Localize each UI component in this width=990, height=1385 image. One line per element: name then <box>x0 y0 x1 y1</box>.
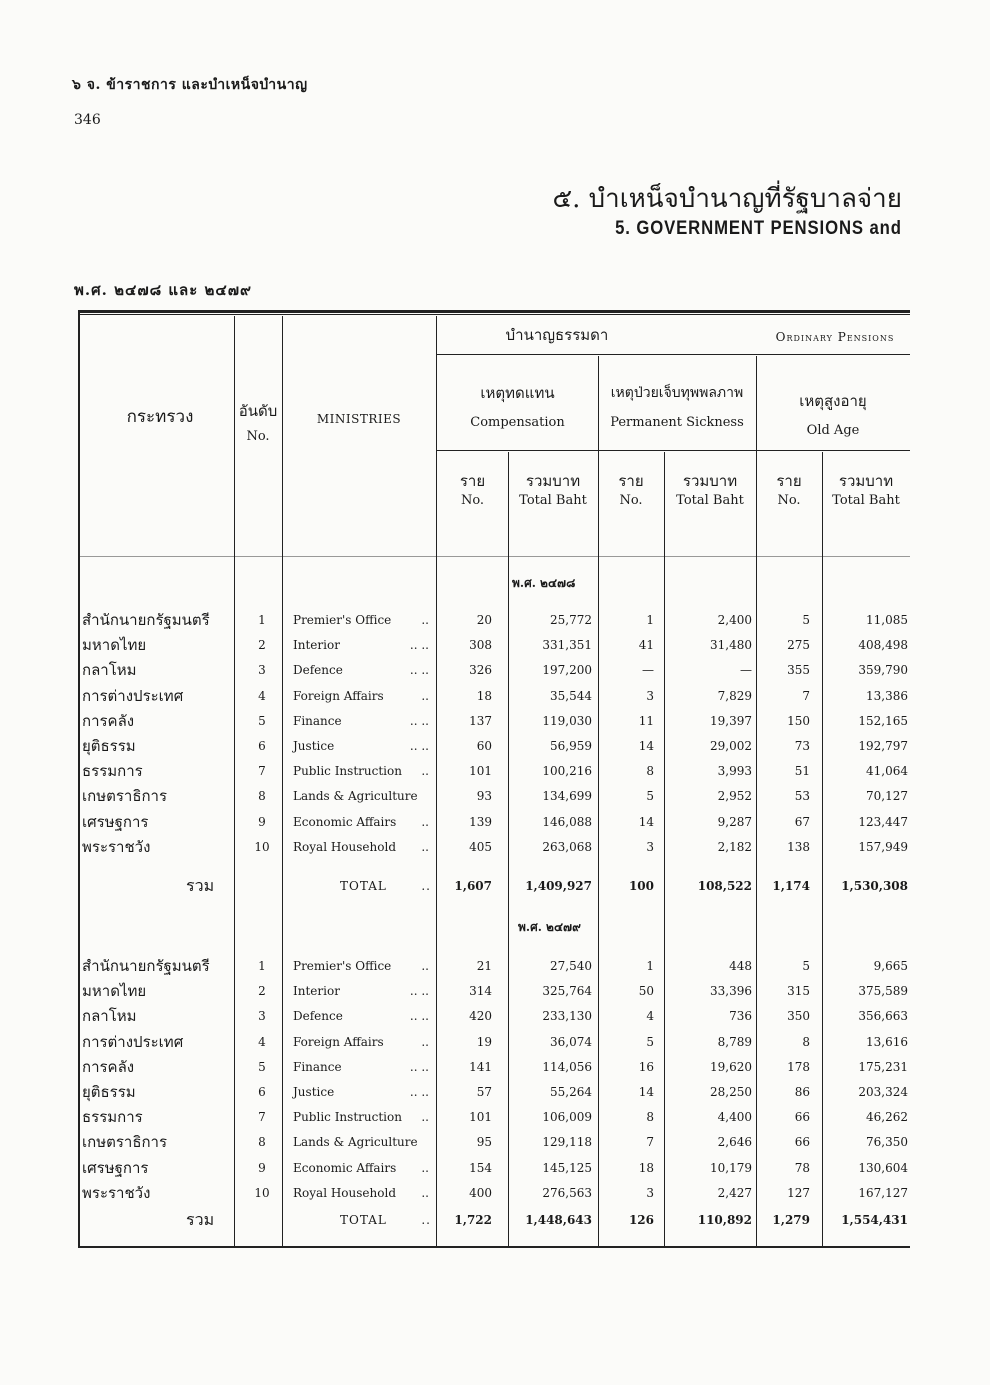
header-sick-no-en: No. <box>619 493 643 508</box>
ministry-en <box>293 711 433 731</box>
total-ministry-en <box>340 1210 435 1230</box>
sickness-baht: 10,179 <box>710 1160 752 1175</box>
ministry-en <box>293 1158 433 1178</box>
oldage-count: 315 <box>787 984 810 999</box>
compensation-count: 93 <box>476 789 492 804</box>
total-compensation-baht: 1,448,643 <box>525 1213 592 1227</box>
header-old-no-thai: ราย <box>776 472 802 490</box>
sickness-count: 14 <box>638 739 654 753</box>
compensation-baht: 129,118 <box>542 1135 592 1150</box>
sickness-count: 3 <box>646 839 654 854</box>
leader-dots: .. <box>421 814 429 829</box>
ministry-thai: พระราชวัง <box>82 837 151 856</box>
ministry-en <box>293 812 433 832</box>
sickness-baht: 448 <box>729 959 752 973</box>
oldage-count: 78 <box>794 1160 810 1175</box>
ministry-thai: การคลัง <box>82 711 135 730</box>
oldage-baht: 41,064 <box>866 764 908 779</box>
ministry-en <box>293 1107 433 1127</box>
oldage-count: 86 <box>794 1085 810 1099</box>
ministry-en <box>293 686 433 706</box>
table-row <box>0 1032 990 1057</box>
oldage-count: 138 <box>787 839 810 854</box>
ministry-name-en: Justice <box>293 1085 335 1099</box>
header-comp-no-thai: ราย <box>459 472 486 490</box>
compensation-baht: 106,009 <box>542 1110 592 1125</box>
oldage-baht: 11,085 <box>866 613 908 627</box>
oldage-baht: 76,350 <box>866 1135 908 1150</box>
ministry-name-en: Royal Household <box>293 839 396 854</box>
order-number: 1 <box>258 613 266 627</box>
compensation-count: 141 <box>469 1059 492 1074</box>
ministry-name-en: Interior <box>293 638 340 653</box>
compensation-count: 420 <box>469 1009 492 1024</box>
compensation-count: 154 <box>469 1160 492 1175</box>
total-ministry-thai: รวม <box>186 876 215 895</box>
sickness-count: 1 <box>646 613 654 627</box>
ministry-name-en: Lands & Agriculture <box>293 1135 418 1150</box>
total-oldage-baht: 1,530,308 <box>841 879 908 893</box>
oldage-count: 350 <box>787 1009 810 1024</box>
table-total-row <box>0 876 990 901</box>
header-ordinary-thai: บำนาญธรรมดา <box>505 326 609 344</box>
compensation-baht: 114,056 <box>542 1059 592 1074</box>
header-bottom-rule <box>80 556 910 557</box>
sickness-count: 8 <box>646 1110 654 1125</box>
ministry-thai: ยุติธรรม <box>82 1083 136 1101</box>
sickness-count: 4 <box>646 1009 654 1024</box>
table-total-row <box>0 1210 990 1235</box>
table-row <box>0 1132 990 1157</box>
ministry-thai: พระราชวัง <box>82 1183 151 1202</box>
total-label-en: TOTAL <box>340 1213 387 1227</box>
ministry-thai: กลาโหม <box>82 661 137 680</box>
ministry-en <box>293 1082 433 1102</box>
sickness-count: 3 <box>646 688 654 703</box>
ministry-thai: การต่างประเทศ <box>82 1032 184 1051</box>
order-number: 5 <box>258 713 266 728</box>
ministry-thai: ธรรมการ <box>82 762 143 781</box>
ministry-name-en: Foreign Affairs <box>293 688 384 703</box>
total-compensation-baht: 1,409,927 <box>525 879 592 893</box>
ministry-name-en: Defence <box>293 1009 343 1024</box>
sickness-count: 50 <box>638 984 654 999</box>
oldage-count: 8 <box>802 1034 810 1049</box>
oldage-baht: 123,447 <box>858 814 908 829</box>
oldage-baht: 408,498 <box>858 638 908 653</box>
oldage-baht: 203,324 <box>858 1085 908 1099</box>
section-year-label: พ.ศ. ๒๔๗๙ <box>518 920 581 934</box>
sickness-baht: 2,427 <box>717 1185 752 1200</box>
ministry-thai: เศรษฐการ <box>82 812 149 831</box>
compensation-count: 57 <box>476 1085 492 1099</box>
table-row <box>0 610 990 635</box>
compensation-baht: 146,088 <box>542 814 592 829</box>
compensation-count: 101 <box>469 764 492 779</box>
order-number: 9 <box>258 814 266 829</box>
oldage-baht: 192,797 <box>858 739 908 753</box>
header-ministry-thai: กระทรวง <box>126 407 194 427</box>
header-comp-baht-en: Total Baht <box>519 493 587 508</box>
ministry-en <box>293 660 433 680</box>
compensation-baht: 233,130 <box>542 1009 592 1024</box>
sickness-baht: 736 <box>729 1009 752 1024</box>
compensation-baht: 119,030 <box>542 713 592 728</box>
ministry-thai: มหาดไทย <box>82 636 147 655</box>
header-old-baht-en: Total Baht <box>832 493 900 508</box>
sickness-baht: 3,993 <box>717 764 752 779</box>
ministry-name-en: Royal Household <box>293 1185 396 1200</box>
total-ministry-thai: รวม <box>186 1210 215 1229</box>
total-label-en: TOTAL <box>340 879 387 893</box>
table-row <box>0 635 990 660</box>
compensation-count: 20 <box>476 613 492 627</box>
header-ministries-en: MINISTRIES <box>316 412 402 426</box>
ministry-en <box>293 1183 433 1203</box>
sickness-baht: 4,400 <box>717 1110 752 1125</box>
oldage-count: 67 <box>794 814 810 829</box>
sickness-baht: 2,400 <box>717 613 752 627</box>
ministry-name-en: Economic Affairs <box>293 1160 397 1175</box>
table-row <box>0 761 990 786</box>
oldage-count: 5 <box>802 613 810 627</box>
total-sickness-count: 100 <box>628 879 654 893</box>
ministry-thai: ธรรมการ <box>82 1108 143 1127</box>
section-heading-thai: ๖ จ. ข้าราชการ และบำเหน็จบำนาญ <box>72 77 308 93</box>
compensation-baht: 197,200 <box>542 663 592 678</box>
compensation-baht: 331,351 <box>542 638 592 653</box>
sickness-count: 41 <box>638 638 654 653</box>
leader-dots: .. <box>421 1213 431 1227</box>
ministry-en <box>293 1032 433 1052</box>
oldage-count: 5 <box>802 959 810 973</box>
ministry-en <box>293 610 433 630</box>
sickness-baht: 9,287 <box>717 814 752 829</box>
compensation-baht: 134,699 <box>542 789 592 804</box>
ministry-name-en: Lands & Agriculture <box>293 789 418 804</box>
ministry-en <box>293 837 433 857</box>
oldage-count: 7 <box>802 688 810 703</box>
oldage-baht: 175,231 <box>858 1059 908 1074</box>
oldage-baht: 46,262 <box>866 1110 908 1125</box>
table-row <box>0 711 990 736</box>
compensation-baht: 263,068 <box>542 839 592 854</box>
header-compensation-thai: เหตุทดแทน <box>480 384 555 402</box>
sickness-baht: 29,002 <box>710 739 752 753</box>
order-number: 3 <box>258 1009 266 1024</box>
header-oldage-thai: เหตุสูงอายุ <box>799 392 867 410</box>
compensation-count: 405 <box>469 839 492 854</box>
order-number: 7 <box>258 764 266 779</box>
leader-dots: .. .. <box>409 1059 429 1074</box>
ministry-en <box>293 786 433 806</box>
ministry-thai: การต่างประเทศ <box>82 686 184 705</box>
ministry-thai: กลาโหม <box>82 1007 137 1026</box>
total-sickness-baht: 108,522 <box>697 879 752 893</box>
total-oldage-count: 1,279 <box>772 1213 810 1227</box>
table-top-rule <box>78 310 910 313</box>
ministry-thai: การคลัง <box>82 1057 135 1076</box>
ministry-en <box>293 736 433 756</box>
total-oldage-count: 1,174 <box>772 879 810 893</box>
compensation-baht: 36,074 <box>550 1034 592 1049</box>
total-oldage-baht: 1,554,431 <box>841 1213 908 1227</box>
ministry-name-en: Interior <box>293 984 340 999</box>
compensation-count: 137 <box>469 713 492 728</box>
table-row <box>0 660 990 685</box>
ministry-thai: ยุติธรรม <box>82 737 136 755</box>
sickness-baht: 7,829 <box>717 688 752 703</box>
table-row <box>0 1183 990 1208</box>
page-title-english: 5. GOVERNMENT PENSIONS and <box>615 218 902 239</box>
order-number: 10 <box>254 839 270 854</box>
ministry-name-en: Public Instruction <box>293 764 402 779</box>
total-sickness-count: 126 <box>628 1213 654 1227</box>
ministry-name-en: Finance <box>293 713 342 728</box>
sickness-count: 11 <box>638 713 654 728</box>
oldage-baht: 70,127 <box>866 789 908 804</box>
ministry-thai: มหาดไทย <box>82 982 147 1001</box>
sickness-baht: 28,250 <box>710 1085 752 1099</box>
header-sickness-en: Permanent Sickness <box>610 415 744 430</box>
header-sick-baht-thai: รวมบาท <box>682 472 738 490</box>
leader-dots: .. <box>421 1185 429 1200</box>
ministry-en <box>293 635 433 655</box>
oldage-count: 73 <box>794 739 810 753</box>
sickness-count: 5 <box>646 789 654 804</box>
total-sickness-baht: 110,892 <box>697 1213 752 1227</box>
sickness-count: 16 <box>638 1059 654 1074</box>
header-ordinary-en: Ordinary Pensions <box>775 330 895 344</box>
ministry-name-en: Justice <box>293 739 335 753</box>
compensation-count: 60 <box>476 739 492 753</box>
ministry-thai: สำนักนายกรัฐมนตรี <box>82 611 210 629</box>
order-number: 6 <box>258 739 266 753</box>
compensation-baht: 35,544 <box>550 688 592 703</box>
sickness-count: 3 <box>646 1185 654 1200</box>
sickness-baht: 2,952 <box>717 789 752 804</box>
ministry-name-en: Premier's Office <box>293 959 392 973</box>
ministry-en <box>293 981 433 1001</box>
header-rule <box>437 450 910 451</box>
table-row <box>0 956 990 981</box>
header-order-en: No. <box>246 429 270 444</box>
compensation-count: 101 <box>469 1110 492 1125</box>
leader-dots: .. .. <box>409 713 429 728</box>
order-number: 8 <box>258 1135 266 1150</box>
oldage-count: 178 <box>787 1059 810 1074</box>
oldage-count: 66 <box>794 1110 810 1125</box>
compensation-baht: 25,772 <box>550 613 592 627</box>
compensation-count: 326 <box>469 663 492 678</box>
header-order-thai: อันดับ <box>238 402 278 420</box>
ministry-en <box>293 1132 433 1152</box>
sickness-baht: 8,789 <box>717 1034 752 1049</box>
ministry-thai: เศรษฐการ <box>82 1158 149 1177</box>
sickness-baht: 2,182 <box>717 839 752 854</box>
section-year-label: พ.ศ. ๒๔๗๘ <box>512 576 576 590</box>
table-row <box>0 1082 990 1107</box>
sickness-count: 1 <box>646 959 654 973</box>
compensation-baht: 56,959 <box>550 739 592 753</box>
order-number: 3 <box>258 663 266 678</box>
table-row <box>0 981 990 1006</box>
sickness-baht: 31,480 <box>710 638 752 653</box>
ministry-name-en: Public Instruction <box>293 1110 402 1125</box>
oldage-baht: 375,589 <box>858 984 908 999</box>
oldage-baht: 167,127 <box>858 1185 908 1200</box>
total-ministry-en <box>340 876 435 896</box>
sickness-baht: 33,396 <box>710 984 752 999</box>
ministry-thai: สำนักนายกรัฐมนตรี <box>82 957 210 975</box>
oldage-baht: 13,386 <box>866 688 908 703</box>
compensation-baht: 27,540 <box>550 959 592 973</box>
compensation-count: 95 <box>476 1135 492 1150</box>
sickness-count: — <box>642 663 654 678</box>
ministry-name-en: Foreign Affairs <box>293 1034 384 1049</box>
header-old-baht-thai: รวมบาท <box>838 472 894 490</box>
table-row <box>0 786 990 811</box>
table-bottom-rule <box>78 1246 910 1248</box>
oldage-count: 275 <box>787 638 810 653</box>
ministry-thai: เกษตราธิการ <box>82 787 168 806</box>
oldage-count: 53 <box>794 789 810 804</box>
compensation-baht: 276,563 <box>542 1185 592 1200</box>
order-number: 8 <box>258 789 266 804</box>
total-compensation-count: 1,722 <box>454 1213 492 1227</box>
oldage-baht: 9,665 <box>873 959 908 973</box>
ministry-en <box>293 761 433 781</box>
oldage-baht: 157,949 <box>858 839 908 854</box>
compensation-baht: 145,125 <box>542 1160 592 1175</box>
leader-dots: .. <box>421 959 429 973</box>
order-number: 6 <box>258 1085 266 1099</box>
order-number: 4 <box>258 688 266 703</box>
oldage-baht: 359,790 <box>858 663 908 678</box>
order-number: 9 <box>258 1160 266 1175</box>
compensation-count: 400 <box>469 1185 492 1200</box>
leader-dots: .. .. <box>409 739 429 753</box>
oldage-baht: 152,165 <box>858 713 908 728</box>
leader-dots: .. .. <box>409 1085 429 1099</box>
compensation-count: 18 <box>476 688 492 703</box>
order-number: 4 <box>258 1034 266 1049</box>
sickness-count: 5 <box>646 1034 654 1049</box>
ministry-name-en: Defence <box>293 663 343 678</box>
header-compensation-en: Compensation <box>470 415 565 430</box>
leader-dots: .. <box>421 1110 429 1125</box>
header-comp-no-en: No. <box>460 493 485 508</box>
ministry-en <box>293 1057 433 1077</box>
order-number: 2 <box>258 984 266 999</box>
header-rule <box>437 354 910 355</box>
oldage-count: 150 <box>787 713 810 728</box>
ministry-thai: เกษตราธิการ <box>82 1133 168 1152</box>
ministry-name-en: Finance <box>293 1059 342 1074</box>
ministry-en <box>293 1006 433 1026</box>
sickness-count: 18 <box>638 1160 654 1175</box>
leader-dots: .. .. <box>409 638 429 653</box>
leader-dots: .. <box>421 1034 429 1049</box>
sickness-count: 7 <box>646 1135 654 1150</box>
leader-dots: .. <box>421 839 429 854</box>
oldage-baht: 13,616 <box>866 1034 908 1049</box>
compensation-count: 21 <box>476 959 492 973</box>
year-range: พ.ศ. ๒๔๗๘ และ ๒๔๗๙ <box>74 281 253 299</box>
leader-dots: .. <box>421 879 431 893</box>
compensation-count: 19 <box>476 1034 492 1049</box>
sickness-baht: 19,397 <box>710 713 752 728</box>
oldage-count: 127 <box>787 1185 810 1200</box>
order-number: 5 <box>258 1059 266 1074</box>
order-number: 10 <box>254 1185 270 1200</box>
ministry-name-en: Premier's Office <box>293 613 392 627</box>
leader-dots: .. .. <box>409 1009 429 1024</box>
ministry-en <box>293 956 433 976</box>
order-number: 2 <box>258 638 266 653</box>
sickness-count: 14 <box>638 814 654 829</box>
oldage-baht: 356,663 <box>858 1009 908 1024</box>
table-row <box>0 686 990 711</box>
compensation-baht: 100,216 <box>542 764 592 779</box>
table-row <box>0 1158 990 1183</box>
compensation-count: 314 <box>469 984 492 999</box>
leader-dots: .. .. <box>409 663 429 678</box>
sickness-count: 8 <box>646 764 654 779</box>
header-sick-baht-en: Total Baht <box>676 493 744 508</box>
leader-dots: .. .. <box>409 984 429 999</box>
order-number: 1 <box>258 959 266 973</box>
leader-dots: .. <box>421 1160 429 1175</box>
compensation-baht: 55,264 <box>550 1085 592 1099</box>
compensation-count: 139 <box>469 814 492 829</box>
table-row <box>0 1057 990 1082</box>
header-old-no-en: No. <box>777 493 801 508</box>
oldage-count: 355 <box>787 663 810 678</box>
leader-dots: .. <box>421 764 429 779</box>
header-sickness-thai: เหตุป่วยเจ็บทุพพลภาพ <box>610 385 744 401</box>
table-row <box>0 1107 990 1132</box>
total-compensation-count: 1,607 <box>454 879 492 893</box>
compensation-count: 308 <box>469 638 492 653</box>
sickness-baht: 19,620 <box>710 1059 752 1074</box>
oldage-count: 66 <box>794 1135 810 1150</box>
sickness-count: 14 <box>638 1085 654 1099</box>
header-oldage-en: Old Age <box>806 423 860 438</box>
table-row <box>0 1006 990 1031</box>
compensation-baht: 325,764 <box>542 984 592 999</box>
header-comp-baht-thai: รวมบาท <box>525 472 581 490</box>
page-title-thai: ๕. บำเหน็จบำนาญที่รัฐบาลจ่าย <box>552 184 902 214</box>
ministry-name-en: Economic Affairs <box>293 814 397 829</box>
oldage-baht: 130,604 <box>858 1160 908 1175</box>
sickness-baht: 2,646 <box>717 1135 752 1150</box>
page-number: 346 <box>74 112 101 128</box>
leader-dots: .. <box>421 613 429 627</box>
table-row <box>0 736 990 761</box>
header-sick-no-thai: ราย <box>618 472 644 490</box>
table-row <box>0 812 990 837</box>
table-row <box>0 837 990 862</box>
leader-dots: .. <box>421 688 429 703</box>
order-number: 7 <box>258 1110 266 1125</box>
sickness-baht: — <box>740 663 752 678</box>
table-top-rule-thin <box>78 314 910 315</box>
oldage-count: 51 <box>794 764 810 779</box>
